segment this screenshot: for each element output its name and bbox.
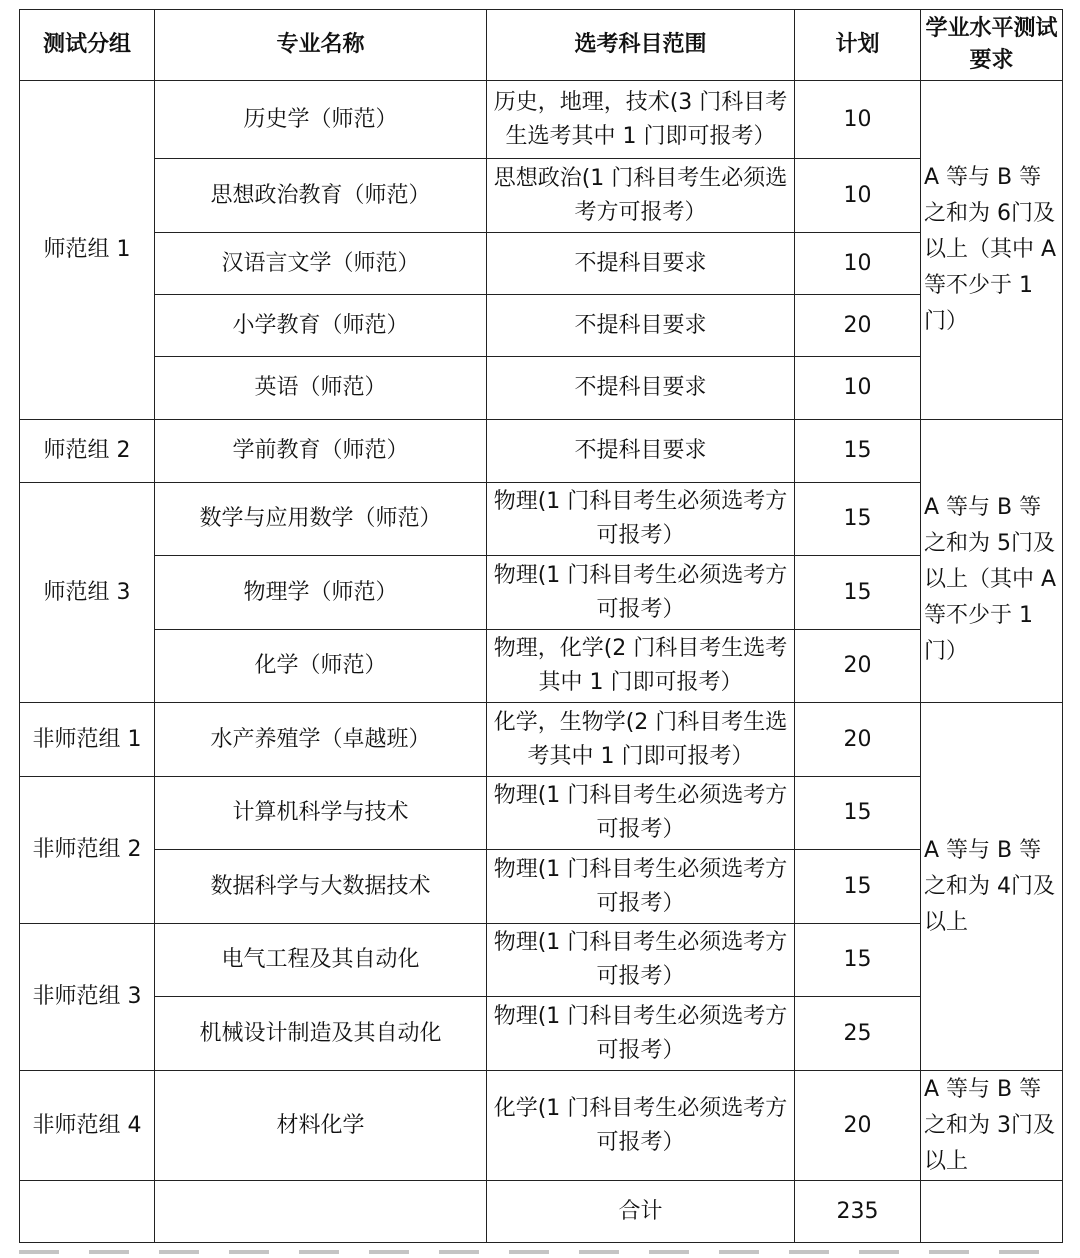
group-cell: 师范组 1 (20, 81, 155, 420)
plan-cell: 10 (795, 233, 921, 295)
empty-cell (155, 1181, 487, 1243)
major-cell: 汉语言文学（师范） (155, 233, 487, 295)
requirement-cell: A 等与 B 等之和为 3门及以上 (921, 1071, 1063, 1181)
empty-cell (20, 1181, 155, 1243)
group-cell: 师范组 3 (20, 483, 155, 703)
major-cell: 化学（师范） (155, 630, 487, 703)
plan-cell: 10 (795, 159, 921, 233)
subjects-cell: 物理(1 门科目考生必须选考方可报考） (487, 997, 795, 1071)
subjects-cell: 物理(1 门科目考生必须选考方可报考） (487, 777, 795, 850)
group-cell: 非师范组 2 (20, 777, 155, 924)
subjects-cell: 物理，化学(2 门科目考生选考其中 1 门即可报考） (487, 630, 795, 703)
group-cell: 非师范组 3 (20, 924, 155, 1071)
major-cell: 小学教育（师范） (155, 295, 487, 357)
plan-cell: 15 (795, 924, 921, 997)
table-row (20, 483, 1063, 556)
plan-cell: 10 (795, 81, 921, 159)
header-major: 专业名称 (155, 10, 487, 81)
table-row (20, 556, 1063, 630)
table-row (20, 233, 1063, 295)
subjects-cell: 历史，地理，技术(3 门科目考生选考其中 1 门即可报考） (487, 81, 795, 159)
cropped-text-line (19, 1250, 1062, 1254)
subjects-cell: 物理(1 门科目考生必须选考方可报考） (487, 850, 795, 924)
major-cell: 机械设计制造及其自动化 (155, 997, 487, 1071)
major-cell: 英语（师范） (155, 357, 487, 420)
plan-cell: 15 (795, 420, 921, 483)
empty-cell (921, 1181, 1063, 1243)
major-cell: 电气工程及其自动化 (155, 924, 487, 997)
subjects-cell: 不提科目要求 (487, 420, 795, 483)
major-cell: 思想政治教育（师范） (155, 159, 487, 233)
table-row (20, 81, 1063, 159)
table-row (20, 703, 1063, 777)
major-cell: 数学与应用数学（师范） (155, 483, 487, 556)
major-cell: 学前教育（师范） (155, 420, 487, 483)
header-subjects: 选考科目范围 (487, 10, 795, 81)
table-row (20, 357, 1063, 420)
major-cell: 数据科学与大数据技术 (155, 850, 487, 924)
group-cell: 非师范组 4 (20, 1071, 155, 1181)
table-row (20, 420, 1063, 483)
plan-cell: 20 (795, 1071, 921, 1181)
header-group: 测试分组 (20, 10, 155, 81)
plan-cell: 25 (795, 997, 921, 1071)
subjects-cell: 物理(1 门科目考生必须选考方可报考） (487, 556, 795, 630)
total-row (20, 1181, 1063, 1243)
major-cell: 物理学（师范） (155, 556, 487, 630)
subjects-cell: 化学(1 门科目考生必须选考方可报考） (487, 1071, 795, 1181)
table-row (20, 159, 1063, 233)
plan-cell: 20 (795, 630, 921, 703)
table-row (20, 1071, 1063, 1181)
table-row (20, 295, 1063, 357)
plan-cell: 15 (795, 777, 921, 850)
plan-cell: 15 (795, 556, 921, 630)
total-value: 235 (795, 1181, 921, 1243)
subjects-cell: 不提科目要求 (487, 295, 795, 357)
header-row (20, 10, 1063, 81)
requirement-cell: A 等与 B 等之和为 4门及以上 (921, 703, 1063, 1071)
total-label: 合计 (487, 1181, 795, 1243)
plan-cell: 20 (795, 295, 921, 357)
group-cell: 非师范组 1 (20, 703, 155, 777)
enrollment-plan-table (19, 9, 1063, 1243)
table-row (20, 924, 1063, 997)
table-row (20, 850, 1063, 924)
major-cell: 计算机科学与技术 (155, 777, 487, 850)
plan-cell: 20 (795, 703, 921, 777)
plan-cell: 10 (795, 357, 921, 420)
table-row (20, 777, 1063, 850)
table-row (20, 997, 1063, 1071)
subjects-cell: 化学，生物学(2 门科目考生选考其中 1 门即可报考） (487, 703, 795, 777)
table-row (20, 630, 1063, 703)
subjects-cell: 物理(1 门科目考生必须选考方可报考） (487, 924, 795, 997)
requirement-cell: A 等与 B 等之和为 5门及以上（其中 A 等不少于 1 门） (921, 420, 1063, 703)
group-cell: 师范组 2 (20, 420, 155, 483)
plan-cell: 15 (795, 850, 921, 924)
major-cell: 历史学（师范） (155, 81, 487, 159)
major-cell: 材料化学 (155, 1071, 487, 1181)
major-cell: 水产养殖学（卓越班） (155, 703, 487, 777)
header-plan: 计划 (795, 10, 921, 81)
subjects-cell: 思想政治(1 门科目考生必须选考方可报考） (487, 159, 795, 233)
header-requirement: 学业水平测试要求 (921, 10, 1063, 81)
subjects-cell: 不提科目要求 (487, 357, 795, 420)
requirement-cell: A 等与 B 等之和为 6门及以上（其中 A 等不少于 1 门） (921, 81, 1063, 420)
subjects-cell: 物理(1 门科目考生必须选考方可报考） (487, 483, 795, 556)
subjects-cell: 不提科目要求 (487, 233, 795, 295)
plan-cell: 15 (795, 483, 921, 556)
